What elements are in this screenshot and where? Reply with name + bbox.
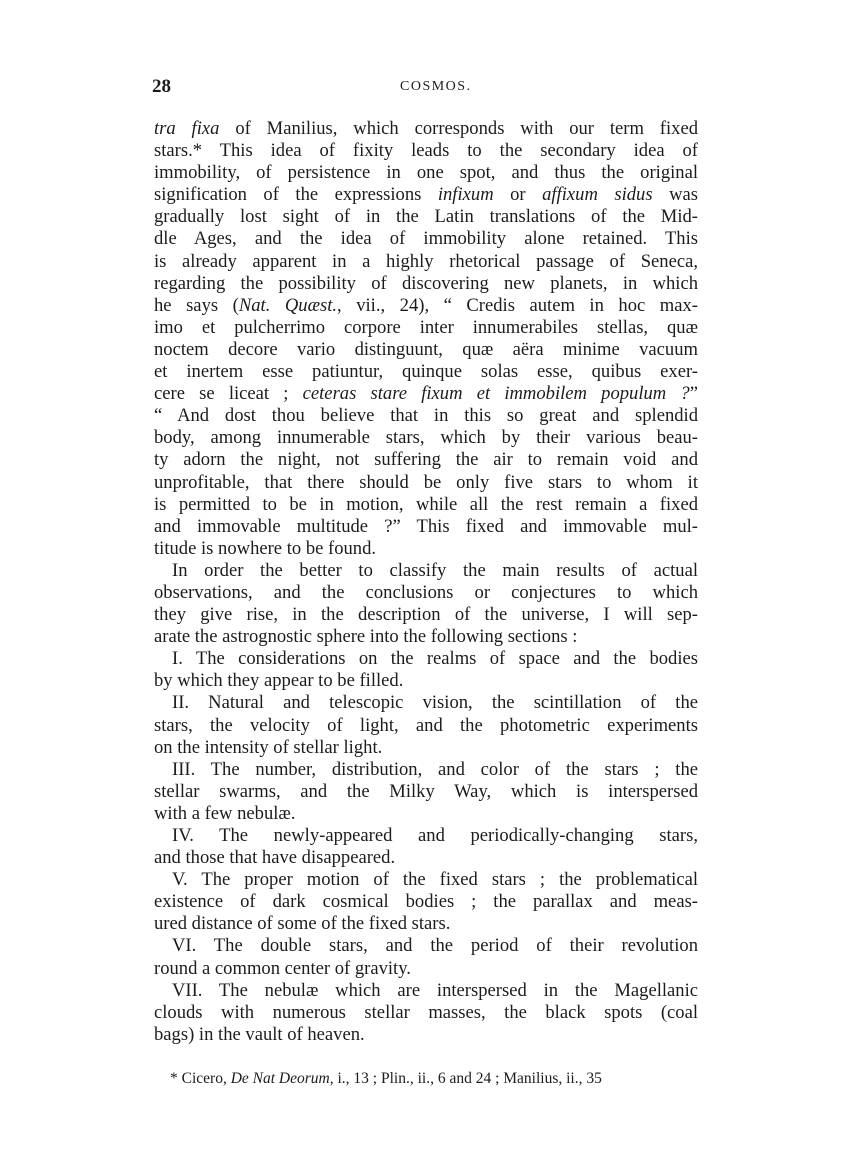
text-line: he says (Nat. Quæst., vii., 24), “ Credis autem in hoc max- [154, 294, 698, 316]
footnote-refs: , i., 13 ; Plin., ii., 6 and 24 ; Manilius, ii., 35 [329, 1070, 602, 1087]
text-line: titude is nowhere to be found. [154, 537, 377, 559]
footnote-marker: * [170, 1070, 178, 1087]
text-line: body, among innumerable stars, which by their various beau- [154, 427, 698, 449]
text-line: is already apparent in a highly rhetorical passage of Seneca, [154, 250, 698, 272]
text-line: stars, the velocity of light, and the photometric experiments [154, 714, 698, 736]
text-line: clouds with numerous stellar masses, the black spots (coal [154, 1001, 698, 1023]
text-line: immobility, of persistence in one spot, and thus the original [154, 162, 698, 184]
text-line: ured distance of some of the fixed stars. [154, 913, 451, 935]
text-line: observations, and the conclusions or conjectures to which [154, 581, 698, 603]
section-item: IV. The newly-appeared and periodically-changing stars, [172, 825, 698, 846]
text-line: they give rise, in the description of the universe, I will sep- [154, 604, 698, 626]
section-item: VI. The double stars, and the period of their revolution [172, 935, 698, 957]
section-item: III. The number, distribution, and color of the stars ; the [172, 758, 698, 780]
text-line: is permitted to be in motion, while all the rest remain a fixed [154, 493, 698, 515]
text-line: existence of dark cosmical bodies ; the parallax and meas- [154, 891, 698, 913]
text-line: bags) in the vault of heaven. [154, 1023, 365, 1045]
running-title: COSMOS. [400, 79, 472, 94]
text-line: on the intensity of stellar light. [154, 736, 383, 758]
text-line: tra fixa of Manilius, which corresponds with our term fixed [154, 118, 699, 139]
text-line: stellar swarms, and the Milky Way, which is interspersed [154, 780, 698, 802]
section-item: VII. The nebulæ which are interspersed in the Magellanic [172, 979, 698, 1001]
text-line: round a common center of gravity. [154, 957, 411, 979]
section-item: I. The considerations on the realms of space and the bodies [172, 648, 698, 670]
footnote [170, 1070, 700, 1088]
text-line: and those that have disappeared. [154, 847, 396, 869]
text-line: by which they appear to be filled. [154, 670, 404, 692]
text-line: signification of the expressions infixum or affixum sidus was [154, 184, 698, 206]
footnote-author: Cicero, [181, 1070, 231, 1087]
text-line: arate the astrognostic sphere into the following sections : [154, 626, 578, 648]
section-item: II. Natural and telescopic vision, the scintillation of the [172, 692, 698, 714]
text-line: stars.* This idea of fixity leads to the secondary idea of [154, 140, 698, 162]
text-line: gradually lost sight of in the Latin translations of the Mid- [154, 206, 698, 228]
text-line: “ And dost thou believe that in this so great and splendid [154, 405, 698, 427]
text-line: imo et pulcherrimo corpore inter innumerabiles stellas, quæ [154, 316, 698, 338]
page-header [152, 76, 697, 102]
section-item: V. The proper motion of the fixed stars ; the problematical [172, 869, 698, 891]
body-text [154, 118, 698, 1046]
text-line: regarding the possibility of discovering new planets, in which [154, 272, 698, 294]
text-line: In order the better to classify the main results of actual [172, 559, 698, 581]
footnote-work: De Nat Deorum [230, 1070, 330, 1087]
text-line: with a few nebulæ. [154, 802, 296, 824]
text-line: cere se liceat ; ceteras stare fixum et immobilem populum ?” [154, 383, 698, 405]
text-line: dle Ages, and the idea of immobility alone retained. This [154, 228, 698, 250]
text-line: noctem decore vario distinguunt, quæ aëra minime vacuum [154, 338, 698, 360]
text-line: ty adorn the night, not suffering the air to remain void and [154, 449, 698, 471]
text-line: and immovable multitude ?” This fixed and immovable mul- [154, 515, 698, 537]
page-number: 28 [152, 76, 171, 97]
text-line: et inertem esse patiuntur, quinque solas esse, quibus exer- [154, 361, 698, 383]
text-line: unprofitable, that there should be only five stars to whom it [154, 471, 698, 493]
